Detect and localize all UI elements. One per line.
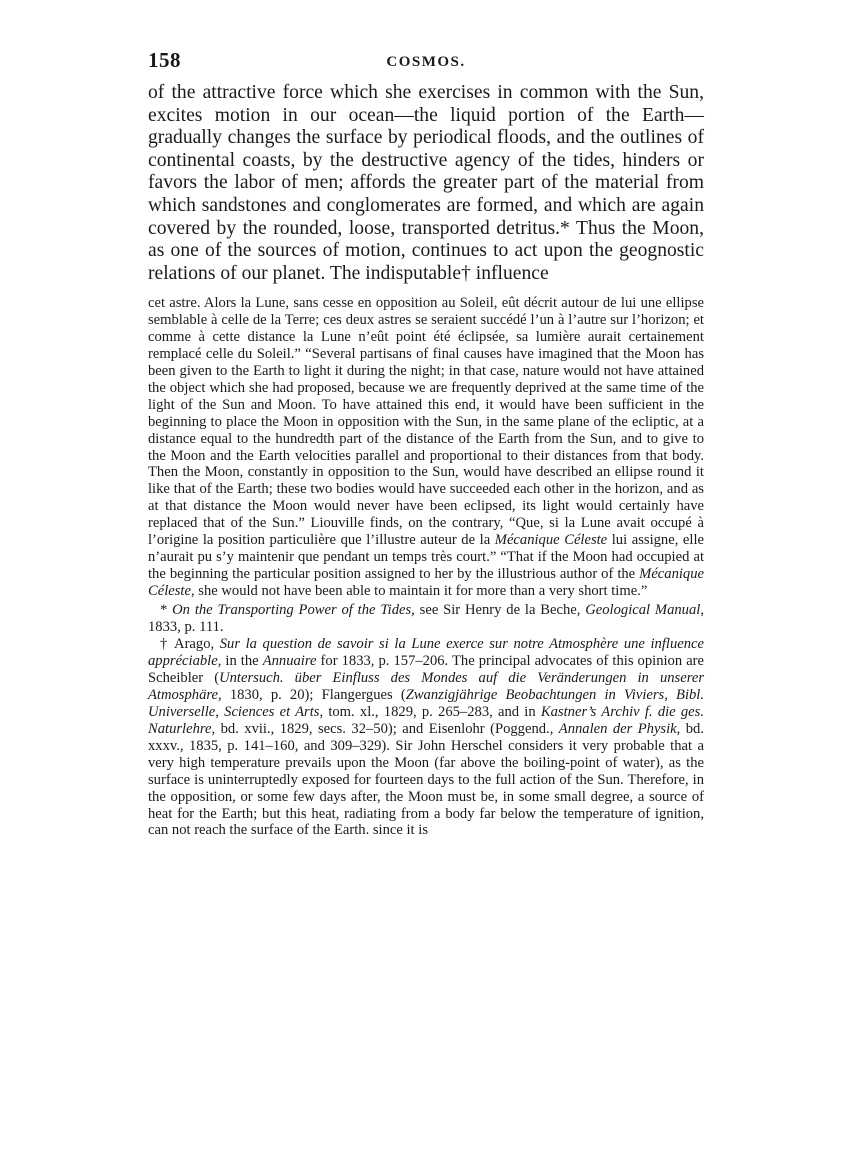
footnote-text: , 1833, p. 111. [148,601,704,635]
footnote-text: , see Sir Henry de la Beche, [411,601,586,618]
footnote-title-italic: Annalen der Physik [558,721,677,737]
note-continuation [148,295,704,599]
note-text: cet astre. Alors la Lune, sans cesse en opposition au Soleil, eût décrit autour de lui une ellipse semblable à celle de la Terre; ces deux astres se seraient succédé l’un à l’autre sur l’horizon; et comme à cette distance la Lune n’eût point été éclipsée, sa lumière aurait certainement remplacé celle du Soleil.” “Several partisans of final causes have imagined that the Moon has been given to the Earth to light it during the night; in that case, nature would not have attained the object which she had proposed, because we are frequently deprived at the same time of the light of the Sun and Moon. To have attained this end, it would have been sufficient in the beginning to place the Moon in opposition with the Sun, in the same plane of the ecliptic, at a distance equal to the hundredth part of the distance of the Earth from the Sun, and to give to the Moon and the Earth velocities parallel and proportional to their distances from that body. Then the Moon, constantly in opposition to the Sun, would have described an ellipse round it like that of the Earth; these two bodies would have succeeded each other in the horizon, and as at that distance the Moon would never have been eclipsed, its light would certainly have replaced that of the Sun.” Liouville finds, on the contrary, “Que, si la Lune avait occupé à l’origine la position particulière que l’illustre auteur de la [148,295,704,549]
footnote-mark: * [160,601,173,618]
footnote-title-italic: Sur la question de savoir si la Lune exerce sur notre Atmosphère une influence appréciable [148,636,704,670]
footnote-text: , bd. xxxv., 1835, p. 141–160, and 309–329). Sir John Herschel considers it very probable that a very high temperature prevails upon the Moon (far above the boiling-point of water), as the surface is uninterruptedly exposed for fourteen days to the full action of the Sun. Therefore, in the opposition, or some few days after, the Moon must be, in some small degree, a source of heat for the Earth; but this heat, radiating from a body far below the temperature of ignition, can not reach the surface of the Earth. since it is [148,721,704,839]
notes-section [148,295,704,839]
note-text: , she would not have been able to maintain it for more than a very short time.” [190,582,648,599]
page-header [148,48,704,82]
footnote-title-italic: On the Transporting Power of the Tides [172,601,412,618]
note-title-italic: Mécanique Céleste [494,532,608,549]
footnote-title-italic: Annuaire [262,653,317,670]
main-text [148,82,704,285]
footnote-text: , in the [217,653,263,670]
running-head: COSMOS. [386,54,466,70]
main-paragraph: of the attractive force which she exercises in common with the Sun, excites motion in our ocean—the liquid portion of the Earth—gradually changes the surface by periodical floods, and the outlines of continental coasts, by the destructive agency of the tides, hinders or favors the labor of men; affords the greater part of the material from which sandstones and conglomerates are formed, and which are again covered by the rounded, loose, transported detritus.* Thus the Moon, as one of the sources of motion, continues to act upon the geognostic relations of our planet. The indisputable† influence [148,82,704,284]
footnote-dagger [148,636,704,839]
book-page [148,48,704,839]
page-number: 158 [148,48,181,72]
footnote-text: for 1833, p. 157–206. The principal advocates of this opinion are Scheibler ( [148,653,705,687]
footnote-title-italic: Kastner’s Archiv f. die ges. Naturlehre [148,704,704,737]
footnote-title-italic: Geological Manual [585,601,701,618]
footnote-text: , tom. xl., 1829, p. 265–283, and in [319,704,541,721]
footnote-text: , 1830, p. 20); Flangergues ( [218,687,406,704]
note-text: lui assigne, elle n’aurait pu s’y maintenir que pendant un temps très court.” “That if the Moon had occupied at the beginning the particular position assigned to her by the illustrious author of the [148,532,704,582]
footnote-text: , bd. xvii., 1829, secs. 32–50); and Eisenlohr (Poggend., [211,721,559,737]
footnote-title-italic: Zwanzigjährige Beobachtungen in Viviers, Bibl. Universelle, Sciences et Arts [148,687,704,721]
note-title-italic: Mécanique Céleste [148,565,704,599]
footnote-star [148,602,704,636]
footnote-title-italic: Untersuch. über Einfluss des Mondes auf die Veränderungen in unserer Atmosphäre [148,670,705,704]
footnote-text: † Arago, [160,636,220,653]
